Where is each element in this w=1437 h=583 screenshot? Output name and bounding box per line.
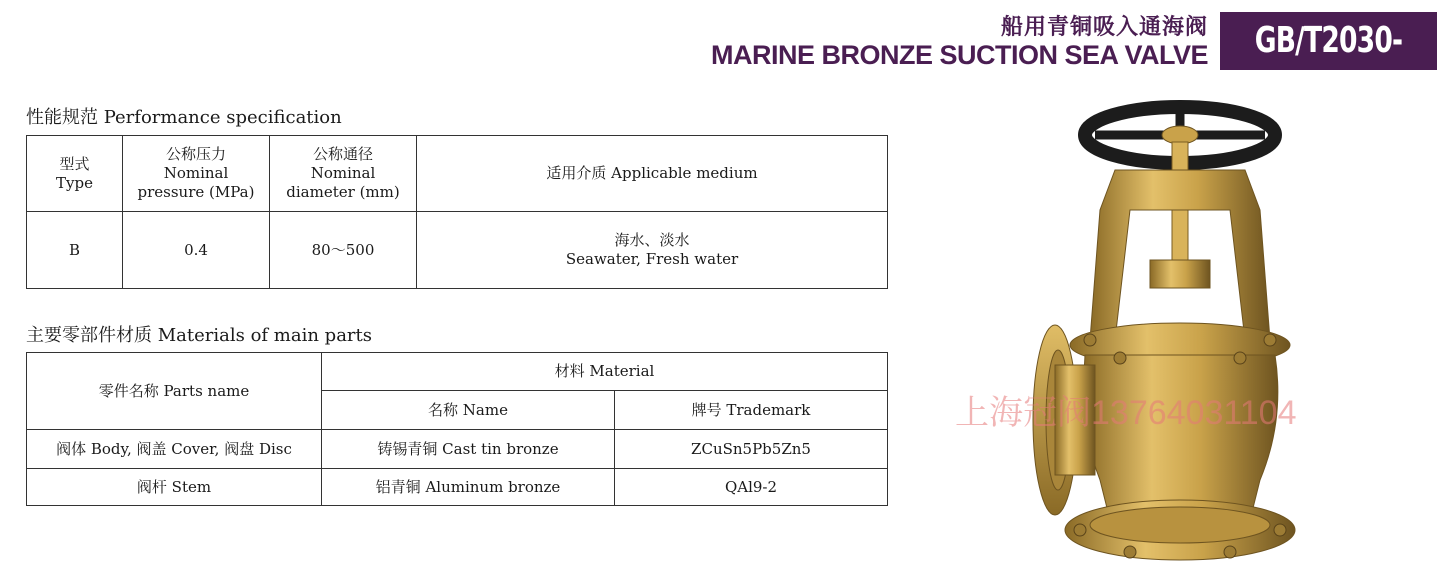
header-material: 材料 Material xyxy=(322,353,888,391)
performance-header-row xyxy=(27,136,888,212)
valve-photo xyxy=(1020,100,1320,570)
performance-table xyxy=(26,135,888,289)
performance-data-row xyxy=(27,212,888,289)
header-trademark: 牌号 Trademark xyxy=(615,391,888,430)
header-medium: 适用介质 Applicable medium xyxy=(417,136,888,212)
cell-part: 阀杆 Stem xyxy=(27,469,322,506)
cell-part: 阀体 Body, 阀盖 Cover, 阀盘 Disc xyxy=(27,430,322,469)
cell-material-name: 铝青铜 Aluminum bronze xyxy=(322,469,615,506)
header-pressure xyxy=(123,136,270,212)
table-row xyxy=(27,430,888,469)
header-type-cn: 型式 xyxy=(59,154,90,173)
header-pressure-en1: Nominal xyxy=(163,164,229,183)
standard-badge xyxy=(1220,12,1437,119)
performance-title: 性能规范 Performance specification xyxy=(26,107,342,128)
header-type-en: Type xyxy=(56,173,93,192)
header-pressure-cn: 公称压力 xyxy=(165,145,226,164)
title-english: MARINE BRONZE SUCTION SEA VALVE xyxy=(710,40,1208,70)
cell-medium-en: Seawater, Fresh water xyxy=(565,250,739,268)
cell-diameter: 80～500 xyxy=(270,212,417,289)
materials-header-row-1 xyxy=(27,353,888,391)
cell-type: B xyxy=(27,212,123,289)
header-pressure-en2: pressure (MPa) xyxy=(137,182,255,201)
cell-trademark: QAl9-2 xyxy=(615,469,888,506)
table-row xyxy=(27,469,888,506)
cell-medium xyxy=(417,212,888,289)
materials-title: 主要零部件材质 Materials of main parts xyxy=(26,325,372,346)
title-chinese: 船用青铜吸入通海阀 xyxy=(1000,15,1208,40)
header-diameter-cn: 公称通径 xyxy=(312,145,373,164)
cell-material-name: 铸锡青铜 Cast tin bronze xyxy=(322,430,615,469)
header-parts-name: 零件名称 Parts name xyxy=(27,353,322,430)
cell-trademark: ZCuSn5Pb5Zn5 xyxy=(615,430,888,469)
standard-code: GB/T2030-80 xyxy=(1254,20,1403,119)
materials-table xyxy=(26,352,888,506)
header-diameter-en2: diameter (mm) xyxy=(286,182,400,201)
header-diameter xyxy=(270,136,417,212)
header-type xyxy=(27,136,123,212)
header-name: 名称 Name xyxy=(322,391,615,430)
cell-medium-cn: 海水、淡水 xyxy=(614,231,690,250)
cell-pressure: 0.4 xyxy=(123,212,270,289)
watermark: 上海冠阀13764031104 xyxy=(955,394,1297,432)
header-diameter-en1: Nominal xyxy=(310,164,376,183)
